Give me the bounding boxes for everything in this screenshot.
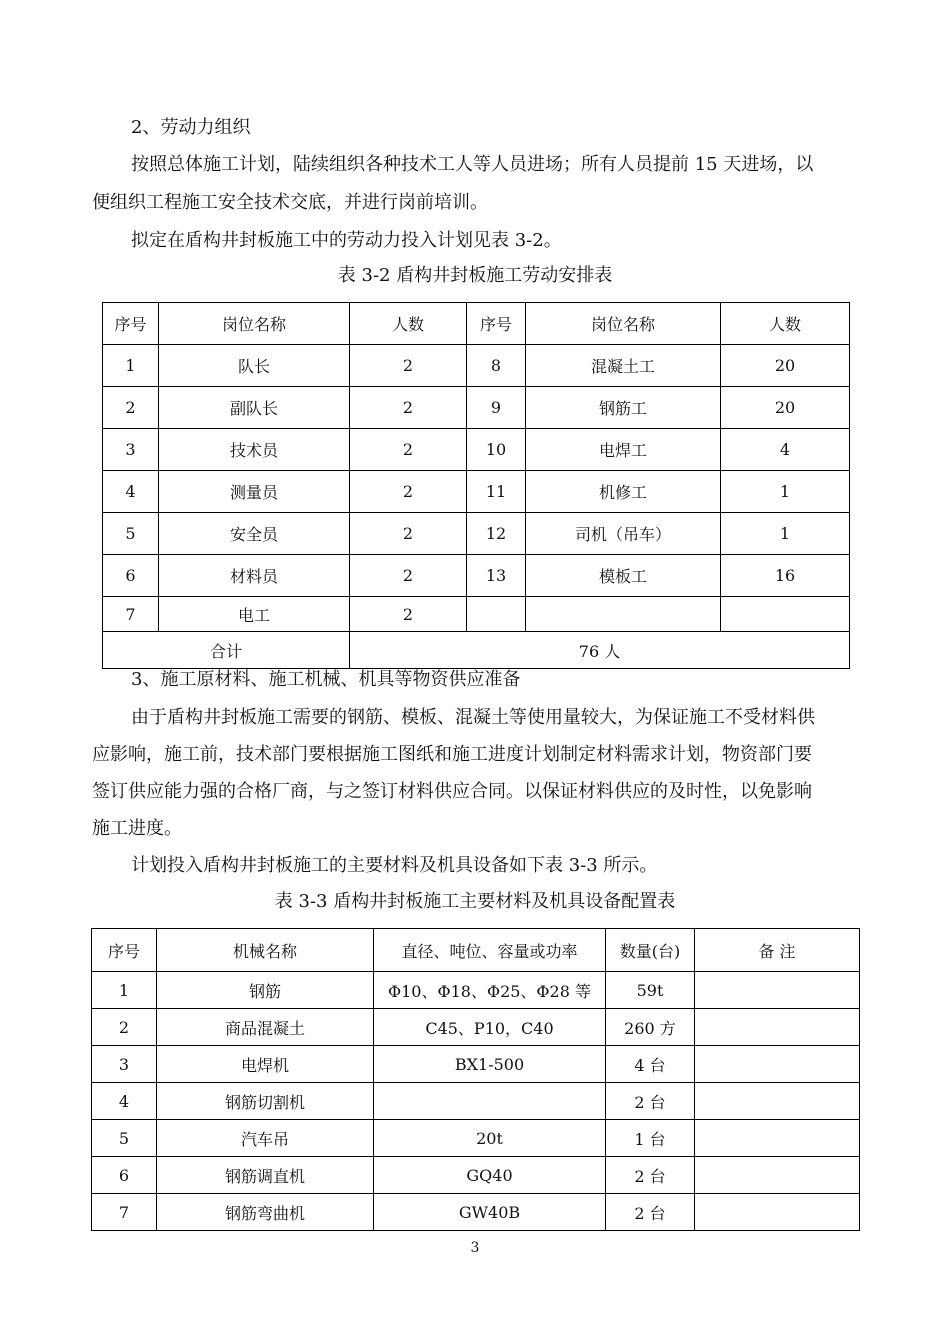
- table-cell: 队长: [159, 345, 350, 387]
- table-cell: 直径、吨位、容量或功率: [374, 929, 606, 972]
- table-cell: 7: [92, 1194, 157, 1231]
- table-cell: 16: [721, 555, 850, 597]
- table-row: [103, 471, 850, 513]
- table-cell: 1: [721, 513, 850, 555]
- table-cell: 4: [721, 429, 850, 471]
- table-cell: 12: [467, 513, 526, 555]
- table-cell: 20t: [374, 1120, 606, 1157]
- table-cell: [695, 1120, 860, 1157]
- table-cell: 11: [467, 471, 526, 513]
- section-heading-material: 3、施工原材料、施工机械、机具等物资供应准备: [131, 669, 521, 690]
- table-cell: BX1-500: [374, 1046, 606, 1083]
- table-cell: 2: [350, 471, 467, 513]
- table-cell: 钢筋调直机: [157, 1157, 374, 1194]
- table-caption-3-3: 表 3-3 盾构井封板施工主要材料及机具设备配置表: [274, 891, 676, 912]
- table-cell: 2: [92, 1009, 157, 1046]
- table-cell: 59t: [606, 972, 695, 1009]
- table-row: [103, 429, 850, 471]
- table-cell: [695, 972, 860, 1009]
- table-cell: 2: [350, 345, 467, 387]
- table-cell: 2 台: [606, 1157, 695, 1194]
- table-cell: 8: [467, 345, 526, 387]
- table-row: [92, 1046, 860, 1083]
- table-row: [103, 597, 850, 632]
- table-cell: 司机（吊车）: [526, 513, 721, 555]
- table-cell: 备 注: [695, 929, 860, 972]
- table-cell: 钢筋切割机: [157, 1083, 374, 1120]
- table-cell: [721, 597, 850, 632]
- table-header-row: [92, 929, 860, 972]
- table-caption-3-2: 表 3-2 盾构井封板施工劳动安排表: [337, 265, 613, 286]
- table-cell: 副队长: [159, 387, 350, 429]
- table-header-row: [103, 303, 850, 345]
- table-cell: 2: [103, 387, 159, 429]
- table-cell: 序号: [467, 303, 526, 345]
- section-heading-labor: 2、劳动力组织: [131, 117, 251, 138]
- table-row: [92, 1194, 860, 1231]
- table-cell: 汽车吊: [157, 1120, 374, 1157]
- table-cell: [695, 1157, 860, 1194]
- table-cell: 钢筋弯曲机: [157, 1194, 374, 1231]
- table-cell: 人数: [350, 303, 467, 345]
- table-cell: 钢筋: [157, 972, 374, 1009]
- table-cell: 机修工: [526, 471, 721, 513]
- table-cell: 7: [103, 597, 159, 632]
- table-cell: 序号: [103, 303, 159, 345]
- table-cell: 钢筋工: [526, 387, 721, 429]
- table-cell: 数量(台): [606, 929, 695, 972]
- table-cell: 6: [103, 555, 159, 597]
- table-cell: Φ10、Φ18、Φ25、Φ28 等: [374, 972, 606, 1009]
- table-cell: 1 台: [606, 1120, 695, 1157]
- table-cell: 260 方: [606, 1009, 695, 1046]
- table-cell: 3: [103, 429, 159, 471]
- table-cell: 人数: [721, 303, 850, 345]
- table-cell: 2 台: [606, 1083, 695, 1120]
- total-value: 76 人: [350, 632, 850, 669]
- table-row: [92, 1083, 860, 1120]
- table-cell: 1: [103, 345, 159, 387]
- paragraph-line: 由于盾构井封板施工需要的钢筋、模板、混凝土等使用量较大，为保证施工不受材料供: [131, 707, 815, 728]
- paragraph-line: 便组织工程施工安全技术交底，并进行岗前培训。: [92, 192, 488, 213]
- table-cell: 安全员: [159, 513, 350, 555]
- table-cell: [695, 1009, 860, 1046]
- table-cell: 混凝土工: [526, 345, 721, 387]
- page-number: 3: [470, 1240, 480, 1256]
- table-row: [92, 972, 860, 1009]
- table-cell: [467, 597, 526, 632]
- table-row: [103, 387, 850, 429]
- table-cell: 9: [467, 387, 526, 429]
- table-cell: 20: [721, 387, 850, 429]
- table-cell: C45、P10，C40: [374, 1009, 606, 1046]
- table-cell: 3: [92, 1046, 157, 1083]
- table-row: [103, 555, 850, 597]
- table-cell: 2: [350, 387, 467, 429]
- table-cell: 4 台: [606, 1046, 695, 1083]
- table-cell: 测量员: [159, 471, 350, 513]
- table-cell: 序号: [92, 929, 157, 972]
- table-cell: 1: [721, 471, 850, 513]
- table-cell: GQ40: [374, 1157, 606, 1194]
- table-row: [92, 1120, 860, 1157]
- paragraph-line: 计划投入盾构井封板施工的主要材料及机具设备如下表 3-3 所示。: [131, 855, 658, 876]
- table-cell: 4: [92, 1083, 157, 1120]
- table-cell: 2 台: [606, 1194, 695, 1231]
- table-cell: 机械名称: [157, 929, 374, 972]
- table-cell: 模板工: [526, 555, 721, 597]
- table-cell: 商品混凝土: [157, 1009, 374, 1046]
- table-cell: 2: [350, 429, 467, 471]
- labor-table: [102, 302, 850, 669]
- table-row: [92, 1157, 860, 1194]
- table-cell: [695, 1194, 860, 1231]
- equipment-table: [91, 928, 860, 1231]
- table-cell: 电焊机: [157, 1046, 374, 1083]
- table-cell: 2: [350, 555, 467, 597]
- table-cell: 5: [92, 1120, 157, 1157]
- table-cell: 材料员: [159, 555, 350, 597]
- table-cell: 13: [467, 555, 526, 597]
- paragraph-line: 签订供应能力强的合格厂商，与之签订材料供应合同。以保证材料供应的及时性，以免影响: [92, 781, 812, 802]
- table-row: [103, 345, 850, 387]
- table-cell: 6: [92, 1157, 157, 1194]
- table-total-row: [103, 632, 850, 669]
- table-cell: 1: [92, 972, 157, 1009]
- table-cell: 岗位名称: [526, 303, 721, 345]
- paragraph-line: 施工进度。: [92, 818, 182, 839]
- table-cell: 4: [103, 471, 159, 513]
- table-cell: 电工: [159, 597, 350, 632]
- table-cell: 电焊工: [526, 429, 721, 471]
- table-cell: [695, 1046, 860, 1083]
- table-cell: 5: [103, 513, 159, 555]
- table-cell: [374, 1083, 606, 1120]
- table-cell: 岗位名称: [159, 303, 350, 345]
- paragraph-line: 应影响，施工前，技术部门要根据施工图纸和施工进度计划制定材料需求计划，物资部门要: [92, 744, 812, 765]
- table-cell: [526, 597, 721, 632]
- paragraph-line: 拟定在盾构井封板施工中的劳动力投入计划见表 3-2。: [131, 230, 562, 251]
- table-cell: 2: [350, 513, 467, 555]
- table-row: [92, 1009, 860, 1046]
- table-cell: 技术员: [159, 429, 350, 471]
- total-label: 合计: [103, 632, 350, 669]
- table-cell: GW40B: [374, 1194, 606, 1231]
- table-cell: 2: [350, 597, 467, 632]
- table-cell: 10: [467, 429, 526, 471]
- table-row: [103, 513, 850, 555]
- paragraph-line: 按照总体施工计划，陆续组织各种技术工人等人员进场；所有人员提前 15 天进场，以: [131, 154, 814, 175]
- table-cell: 20: [721, 345, 850, 387]
- table-cell: [695, 1083, 860, 1120]
